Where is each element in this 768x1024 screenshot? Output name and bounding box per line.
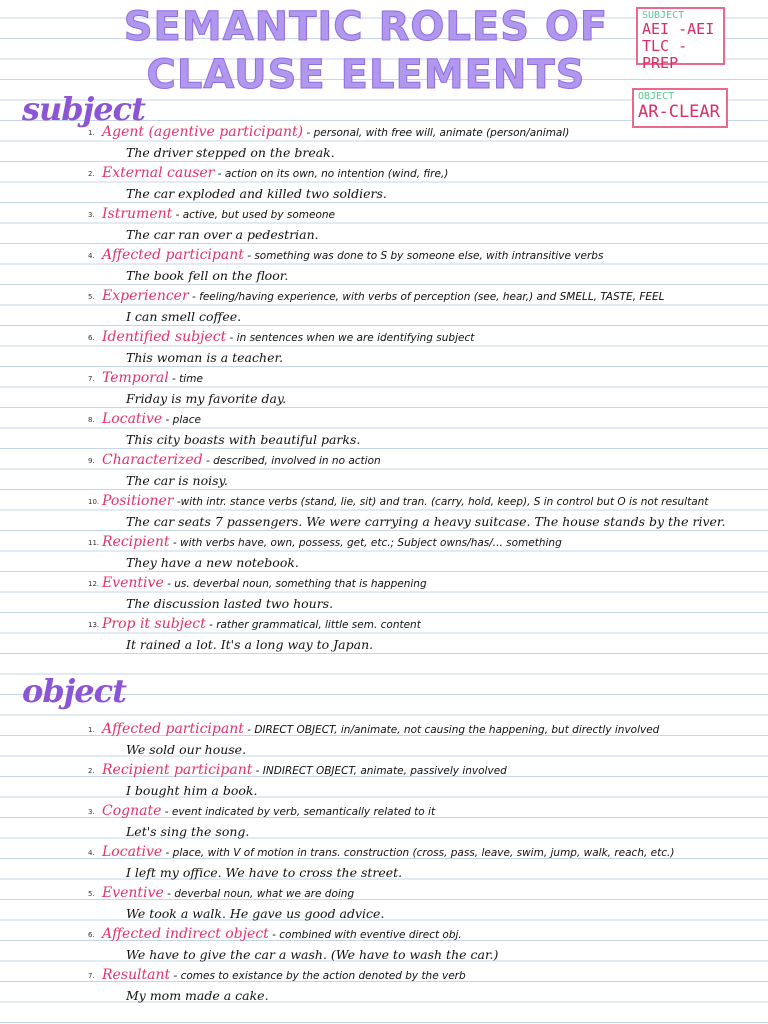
- example-sentence: They have a new notebook.: [126, 555, 299, 570]
- role-term: Affected indirect object: [102, 926, 269, 942]
- item-number: 3.: [88, 211, 95, 219]
- item-number: 5.: [88, 293, 95, 301]
- role-description: - comes to existance by the action denoted by the verb: [170, 970, 466, 982]
- role-heading-line: [88, 575, 427, 591]
- role-term: External causer: [102, 165, 215, 181]
- role-description: - personal, with free will, animate (person/animal): [303, 127, 570, 139]
- role-heading-line: [88, 493, 708, 509]
- subject-heading: subject: [22, 90, 145, 128]
- object-mnemonic-box: [632, 88, 728, 128]
- role-description: - something was done to S by someone else, with intransitive verbs: [243, 250, 604, 262]
- role-heading-line: [88, 885, 354, 901]
- item-number: 1.: [88, 129, 95, 137]
- role-description: - rather grammatical, little sem. content: [205, 619, 421, 631]
- example-sentence: We sold our house.: [126, 742, 247, 757]
- item-number: 8.: [88, 416, 95, 424]
- role-term: Recipient participant: [102, 762, 253, 778]
- role-heading-line: [88, 762, 507, 778]
- subject-box-line-1: AEI -AEI: [642, 20, 715, 38]
- role-heading-line: [88, 452, 381, 468]
- role-description: - with verbs have, own, possess, get, etc.; Subject owns/has/... something: [169, 537, 562, 549]
- role-description: - place, with V of motion in trans. construction (cross, pass, leave, swim, jump, walk, reach, etc.): [162, 847, 675, 859]
- item-number: 2.: [88, 767, 95, 775]
- example-sentence: The car exploded and killed two soldiers.: [126, 186, 387, 201]
- role-description: - place: [162, 414, 201, 426]
- role-heading-line: [88, 165, 448, 181]
- role-term: Locative: [102, 844, 163, 860]
- role-description: - time: [168, 373, 203, 385]
- role-term: Cognate: [102, 803, 162, 819]
- page-title-line-2: CLAUSE ELEMENTS: [146, 52, 586, 98]
- role-term: Istrument: [102, 206, 173, 222]
- item-number: 2.: [88, 170, 95, 178]
- example-sentence: I can smell coffee.: [126, 309, 242, 324]
- example-sentence: The car ran over a pedestrian.: [126, 227, 319, 242]
- role-heading-line: [88, 616, 421, 632]
- item-number: 7.: [88, 972, 95, 980]
- role-description: - described, involved in no action: [202, 455, 381, 467]
- item-number: 7.: [88, 375, 95, 383]
- item-number: 5.: [88, 890, 95, 898]
- example-sentence: Let's sing the song.: [126, 824, 250, 839]
- example-sentence: The driver stepped on the break.: [126, 145, 335, 160]
- role-description: - INDIRECT OBJECT, animate, passively involved: [252, 765, 507, 777]
- item-number: 4.: [88, 849, 95, 857]
- page-title-line-1: SEMANTIC ROLES OF: [123, 4, 609, 50]
- item-number: 4.: [88, 252, 95, 260]
- item-number: 9.: [88, 457, 95, 465]
- item-number: 6.: [88, 931, 95, 939]
- role-heading-line: [88, 206, 335, 222]
- object-box-caption: OBJECT: [638, 91, 675, 102]
- item-number: 12.: [88, 580, 100, 588]
- role-term: Eventive: [102, 885, 164, 901]
- example-sentence: The car seats 7 passengers. We were carrying a heavy suitcase. The house stands by the river.: [126, 514, 726, 529]
- role-heading-line: [88, 370, 203, 386]
- role-term: Positioner: [102, 493, 174, 509]
- role-heading-line: [88, 124, 569, 140]
- item-number: 10.: [88, 498, 100, 506]
- role-term: Experiencer: [102, 288, 189, 304]
- role-term: Affected participant: [102, 247, 244, 263]
- subject-box-line-2: TLC - PREP: [642, 37, 688, 72]
- role-term: Locative: [102, 411, 163, 427]
- role-description: - feeling/having experience, with verbs of perception (see, hear,) and SMELL, TASTE, FEEL: [188, 291, 665, 303]
- example-sentence: This woman is a teacher.: [126, 350, 284, 365]
- example-sentence: The discussion lasted two hours.: [126, 596, 334, 611]
- role-term: Affected participant: [102, 721, 244, 737]
- example-sentence: We took a walk. He gave us good advice.: [126, 906, 385, 921]
- example-sentence: This city boasts with beautiful parks.: [126, 432, 361, 447]
- example-sentence: Friday is my favorite day.: [126, 391, 287, 406]
- example-sentence: I bought him a book.: [126, 783, 258, 798]
- role-heading-line: [88, 967, 466, 983]
- role-heading-line: [88, 844, 674, 860]
- role-heading-line: [88, 411, 201, 427]
- role-term: Resultant: [102, 967, 171, 983]
- role-term: Characterized: [102, 452, 203, 468]
- role-heading-line: [88, 329, 474, 345]
- role-term: Prop it subject: [102, 616, 206, 632]
- example-sentence: We have to give the car a wash. (We have to wash the car.): [126, 947, 499, 962]
- example-sentence: My mom made a cake.: [126, 988, 269, 1003]
- item-number: 13.: [88, 621, 100, 629]
- role-description: - combined with eventive direct obj.: [268, 929, 462, 941]
- role-term: Identified subject: [102, 329, 227, 345]
- role-term: Temporal: [102, 370, 169, 386]
- subject-mnemonic-box: [636, 7, 725, 72]
- role-description: - us. deverbal noun, something that is happening: [163, 578, 427, 590]
- item-number: 3.: [88, 808, 95, 816]
- role-heading-line: [88, 721, 659, 737]
- example-sentence: The book fell on the floor.: [126, 268, 289, 283]
- role-term: Recipient: [102, 534, 170, 550]
- role-description: -with intr. stance verbs (stand, lie, sit) and tran. (carry, hold, keep), S in control but O is not resultant: [173, 496, 709, 508]
- role-heading-line: [88, 247, 603, 263]
- role-heading-line: [88, 534, 562, 550]
- role-description: - action on its own, no intention (wind, fire,): [214, 168, 449, 180]
- role-description: - deverbal noun, what we are doing: [163, 888, 355, 900]
- object-heading: object: [22, 672, 126, 710]
- role-description: - DIRECT OBJECT, in/animate, not causing the happening, but directly involved: [243, 724, 660, 736]
- role-term: Eventive: [102, 575, 164, 591]
- example-sentence: It rained a lot. It's a long way to Japan.: [126, 637, 374, 652]
- role-heading-line: [88, 926, 462, 942]
- item-number: 11.: [88, 539, 100, 547]
- item-number: 6.: [88, 334, 95, 342]
- role-heading-line: [88, 288, 665, 304]
- subject-box-caption: SUBJECT: [642, 10, 685, 21]
- role-description: - event indicated by verb, semantically related to it: [161, 806, 436, 818]
- role-term: Agent (agentive participant): [102, 124, 304, 140]
- role-description: - in sentences when we are identifying subject: [226, 332, 475, 344]
- example-sentence: The car is noisy.: [126, 473, 228, 488]
- example-sentence: I left my office. We have to cross the street.: [126, 865, 403, 880]
- item-number: 1.: [88, 726, 95, 734]
- role-description: - active, but used by someone: [172, 209, 336, 221]
- role-heading-line: [88, 803, 435, 819]
- object-box-line-1: AR-CLEAR: [638, 102, 720, 122]
